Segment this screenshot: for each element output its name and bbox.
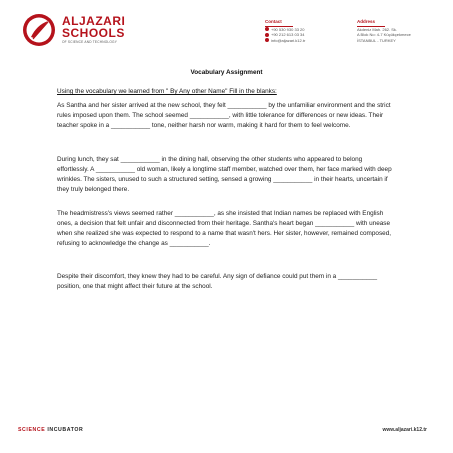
contact-email <box>265 38 345 44</box>
address-line-2: A Blok No: 4-7 Küçükçekmece <box>357 32 411 37</box>
paragraph-4: Despite their discomfort, they knew they had to be careful. Any sign of defiance could put them in a ___________ position, one that might affect their future at the school. <box>57 273 378 290</box>
paragraph-3: The headmistress's views seemed rather ___________, as she insisted that Indian names be replaced with English ones, a decision that felt unfair and disconnected from their heritage. Santha's heart began ___________ with unease when she realized she was expected to respond to a name that wasn't hers. Her sister, however, remained composed, refusing to acknowledge the change as ___________. <box>57 210 392 247</box>
paragraph-2: During lunch, they sat ___________ in the dining hall, observing the other students who appeared to belong effortlessly. A ___________ old woman, likely a longtime staff member, watched over them, her face marked with deep wrinkles. The sisters, unused to such a structured setting, sensed a growing ___________ in their hearts, uncertain if they truly belonged there. <box>57 156 392 193</box>
logo-tagline: OF SCIENCE AND TECHNOLOGY <box>62 40 118 44</box>
document-title: Vocabulary Assignment <box>190 69 263 76</box>
instruction-text: Using the vocabulary we learned from " By Any other Name" Fill in the blanks: <box>57 88 277 95</box>
footer-brand <box>18 427 83 433</box>
contact-phone-2-text: +90 212 613 03 34 <box>271 32 305 37</box>
email-icon <box>265 38 269 42</box>
school-logo <box>22 13 162 47</box>
footer-website: www.aljazari.k12.tr <box>382 427 427 433</box>
footer-brand-incubator: INCUBATOR <box>47 427 84 433</box>
address-line-3: İSTANBUL - TURKEY <box>357 37 396 43</box>
footer-brand-science: SCIENCE <box>18 427 48 433</box>
phone-icon <box>265 27 269 31</box>
contact-email-text: info@aljazari.k12.tr <box>271 37 306 43</box>
address-line-1: Akdeniz Mah. 262. Sk. <box>357 26 398 32</box>
contact-block <box>265 19 345 43</box>
phone-icon <box>265 33 269 37</box>
logo-title: ALJAZARI <box>62 14 126 28</box>
contact-title: Contact <box>265 19 345 27</box>
school-emblem-icon <box>22 13 56 47</box>
paragraph-1: As Santha and her sister arrived at the new school, they felt ___________ by the unfamiliar environment and the strict rules imposed upon them. The school seemed ___________, with little tolerance for differences or new ideas. Their teacher spoke in a ___________ tone, neither harsh nor warm, making it hard for them to feel welcome. <box>57 102 391 129</box>
address-block <box>357 19 437 43</box>
address-title: Address <box>357 19 437 27</box>
contact-phone-1-text: +90 530 930 33 20 <box>271 26 305 32</box>
logo-subtitle: SCHOOLS <box>62 26 125 40</box>
